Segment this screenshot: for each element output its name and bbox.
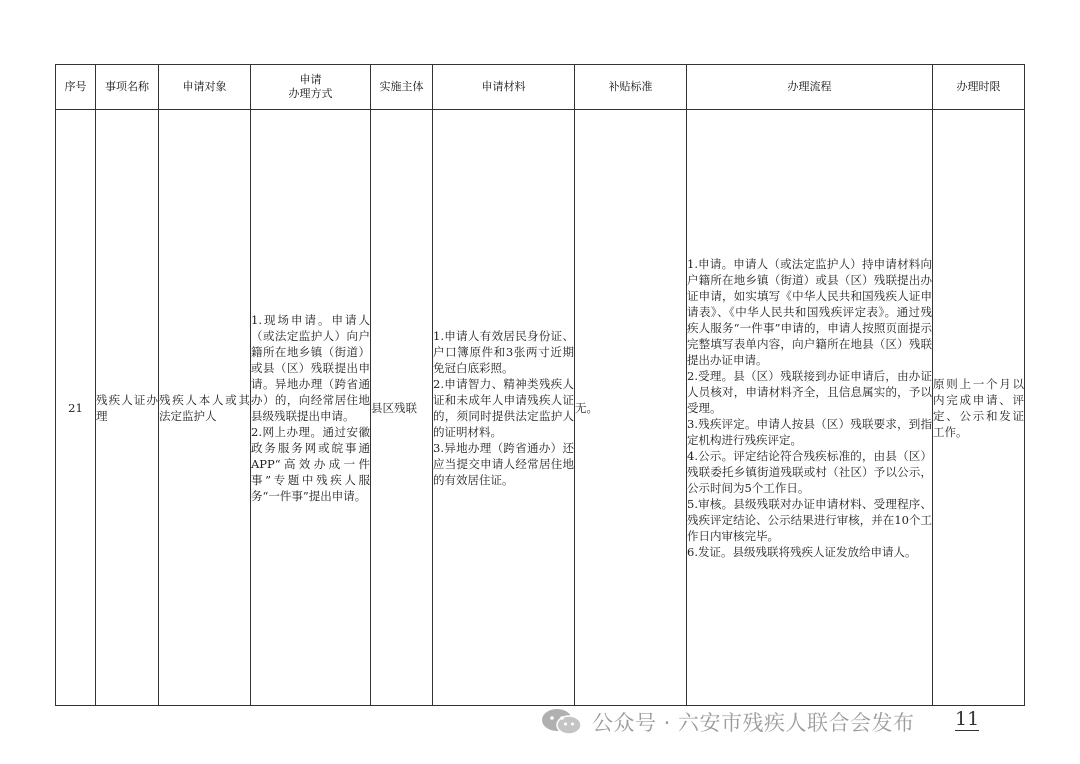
process-step: 1.申请。申请人（或法定监护人）持申请材料向户籍所在地乡镇（街道）或县（区）残联提出办证申请，如实填写《中华人民共和国残疾人证申请表》、《中华人民共和国残疾评定表》。通过残疾人服务“一件事”申请的，申请人按照页面提示完整填写表单内容，向户籍所在地县（区）残联提出办证申请。 bbox=[687, 256, 932, 367]
header-time-limit: 办理时限 bbox=[933, 65, 1025, 110]
material-item: 1.申请人有效居民身份证、户口簿原件和3张两寸近期免冠白底彩照。 bbox=[433, 328, 574, 375]
cell-agency: 县区残联 bbox=[371, 110, 433, 706]
cell-method bbox=[251, 110, 371, 706]
cell-materials bbox=[433, 110, 575, 706]
page-number: 11 bbox=[955, 708, 980, 730]
header-agency: 实施主体 bbox=[371, 65, 433, 110]
watermark-text: 公众号 · 六安市残疾人联合会发布 bbox=[592, 711, 915, 735]
header-subsidy: 补贴标准 bbox=[575, 65, 687, 110]
header-method-line1: 申请 bbox=[299, 73, 322, 86]
cell-item-name: 残疾人证办理 bbox=[96, 110, 159, 706]
cell-subsidy: 无。 bbox=[575, 110, 687, 706]
cell-seq: 21 bbox=[56, 110, 96, 706]
header-applicant: 申请对象 bbox=[159, 65, 251, 110]
process-step: 6.发证。县级残联将残疾人证发放给申请人。 bbox=[687, 544, 917, 559]
material-item: 3.异地办理（跨省通办）还应当提交申请人经常居住地的有效居住证。 bbox=[433, 440, 574, 487]
header-process: 办理流程 bbox=[687, 65, 933, 110]
table-row bbox=[56, 110, 1025, 706]
header-materials: 申请材料 bbox=[433, 65, 575, 110]
cell-applicant: 残疾人本人或其法定监护人 bbox=[159, 110, 251, 706]
header-seq: 序号 bbox=[56, 65, 96, 110]
process-step: 4.公示。评定结论符合残疾标准的，由县（区）残联委托乡镇街道残联或村（社区）予以公示，公示时间为5个工作日。 bbox=[687, 448, 932, 495]
process-step: 2.受理。县（区）残联接到办证申请后，由办证人员核对，申请材料齐全，且信息属实的，予以受理。 bbox=[687, 368, 932, 415]
process-step: 3.残疾评定。申请人按县（区）残联要求，到指定机构进行残疾评定。 bbox=[687, 416, 932, 447]
cell-time-limit: 原则上一个月以内完成申请、评定、公示和发证工作。 bbox=[933, 110, 1025, 706]
header-item-name: 事项名称 bbox=[96, 65, 159, 110]
method-step: 2.网上办理。通过安徽政务服务网或皖事通APP“高效办成一件事”专题中残疾人服务“一件事”提出申请。 bbox=[251, 424, 370, 503]
header-method-line2: 办理方式 bbox=[288, 87, 333, 100]
wechat-icon bbox=[540, 707, 584, 737]
cell-process bbox=[687, 110, 933, 706]
header-method bbox=[251, 65, 371, 110]
process-step: 5.审核。县级残联对办证申请材料、受理程序、残疾评定结论、公示结果进行审核，并在10个工作日内审核完毕。 bbox=[687, 496, 932, 543]
header-row bbox=[56, 65, 1025, 110]
service-table bbox=[55, 64, 1025, 706]
material-item: 2.申请智力、精神类残疾人证和未成年人申请残疾人证的，须同时提供法定监护人的证明材料。 bbox=[433, 376, 574, 439]
method-step: 1.现场申请。申请人（或法定监护人）向户籍所在地乡镇（街道）或县（区）残联提出申请。异地办理（跨省通办）的，向经常居住地县级残联提出申请。 bbox=[251, 312, 370, 423]
